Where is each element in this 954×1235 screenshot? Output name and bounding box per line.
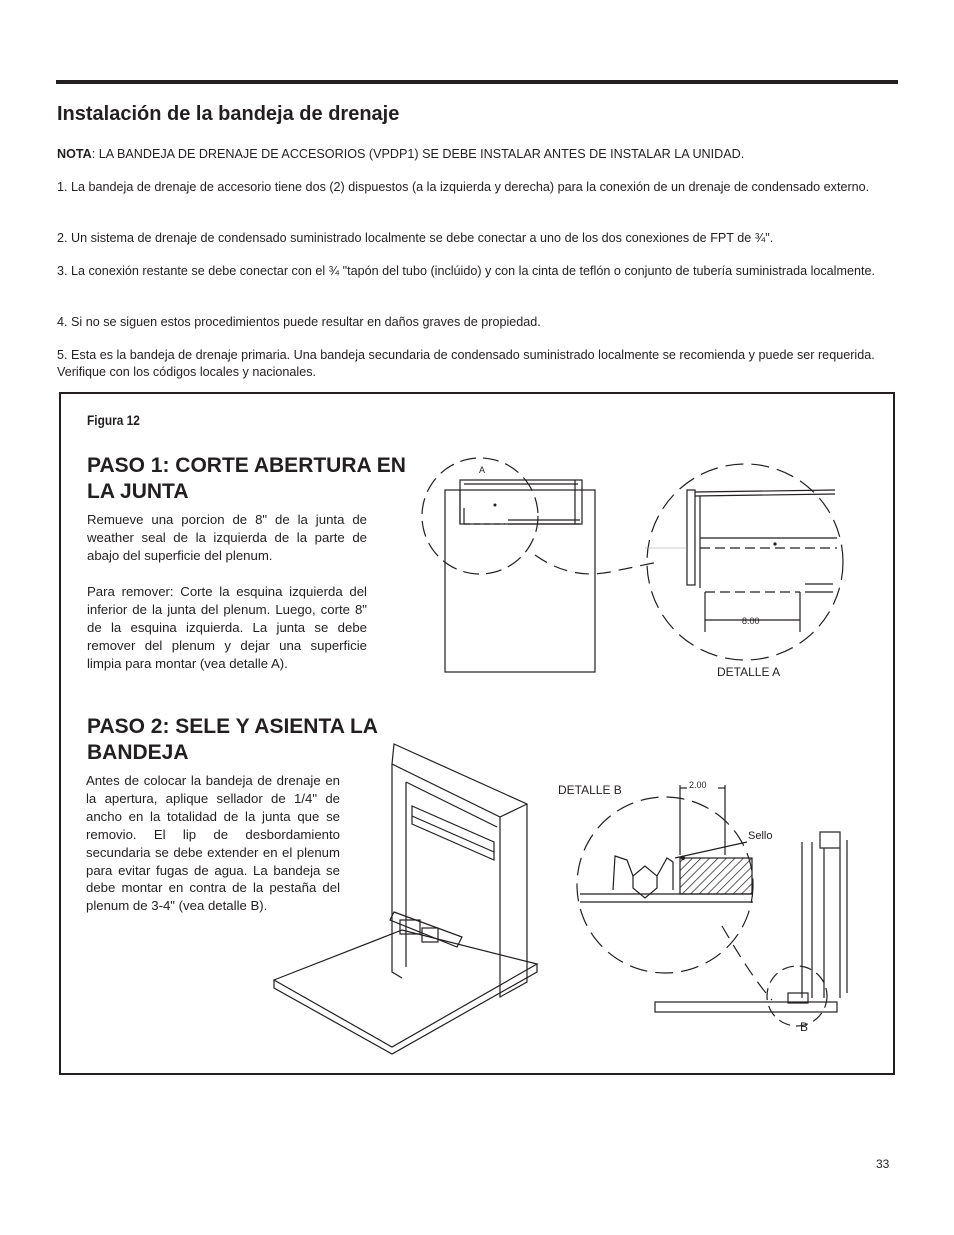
note-label: NOTA	[57, 147, 92, 161]
plenum-side-drawing	[652, 828, 852, 1018]
step2-text: Antes de colocar la bandeja de drenaje en la apertura, aplique sellador de 1/4" de ancho en la totalidad de la junta que se removio. El lip de desbordamiento secundaria se debe extender en el plenum para evitar fugas de agua. La bandeja se debe montar en contra de la pestaña del plenum de 3-4" (vea detalle B).	[86, 773, 340, 914]
note-paragraph	[57, 146, 899, 163]
step1-text-1: Remueve una porcion de 8" de la junta de weather seal de la izquierda de la parte de abajo del superficie del plenum.	[87, 512, 367, 563]
detail-a-drawing	[645, 462, 845, 662]
note-text: : LA BANDEJA DE DRENAJE DE ACCESORIOS (VPDP1) SE DEBE INSTALAR ANTES DE INSTALAR LA UNIDAD.	[91, 147, 745, 161]
detail-a-dimension: 8.00	[742, 616, 760, 626]
detail-b-callout: B	[800, 1020, 809, 1034]
instruction-4: 4. Si no se siguen estos procedimientos puede resultar en daños graves de propiedad.	[57, 315, 541, 329]
plenum-isometric-drawing	[272, 742, 542, 1060]
detail-b-seal-label: Sello	[748, 830, 773, 842]
figure-label: Figura 12	[87, 412, 140, 428]
step1-text-2: Para remover: Corte la esquina izquierda del inferior de la junta del plenum. Luego, corte 8" de la esquina izquierda. La junta se debe remover del plenum y dejar una superficie limpia para montar (vea detalle A).	[87, 584, 367, 671]
step2-title: PASO 2: SELE Y ASIENTA LA BANDEJA	[87, 715, 378, 764]
detail-a-callout: A	[479, 465, 486, 475]
section-title: Instalación de la bandeja de drenaje	[57, 103, 400, 125]
instruction-2: 2. Un sistema de drenaje de condensado suministrado localmente se debe conectar a uno de los dos conexiones de FPT de ¾".	[57, 231, 774, 245]
detail-b-caption: DETALLE B	[558, 783, 622, 797]
instruction-1: 1. La bandeja de drenaje de accesorio tiene dos (2) dispuestos (a la izquierda y derecha) para la conexión de un drenaje de condensado externo.	[57, 180, 870, 194]
instruction-3: 3. La conexión restante se debe conectar con el ¾ "tapón del tubo (inclúido) y con la cinta de teflón o conjunto de tubería suministrada localmente.	[57, 264, 875, 278]
top-rule	[56, 80, 898, 84]
page-number: 33	[876, 1157, 890, 1171]
detail-a-leader	[530, 540, 660, 580]
detail-a-caption: DETALLE A	[717, 665, 781, 679]
instruction-5: 5. Esta es la bandeja de drenaje primaria. Una bandeja secundaria de condensado suministrado localmente se recomienda y puede ser requerida. Verifique con los códigos locales y nacionales.	[57, 348, 875, 379]
step1-title: PASO 1: CORTE ABERTURA EN LA JUNTA	[87, 454, 406, 503]
detail-b-dimension: 2.00	[689, 780, 707, 790]
